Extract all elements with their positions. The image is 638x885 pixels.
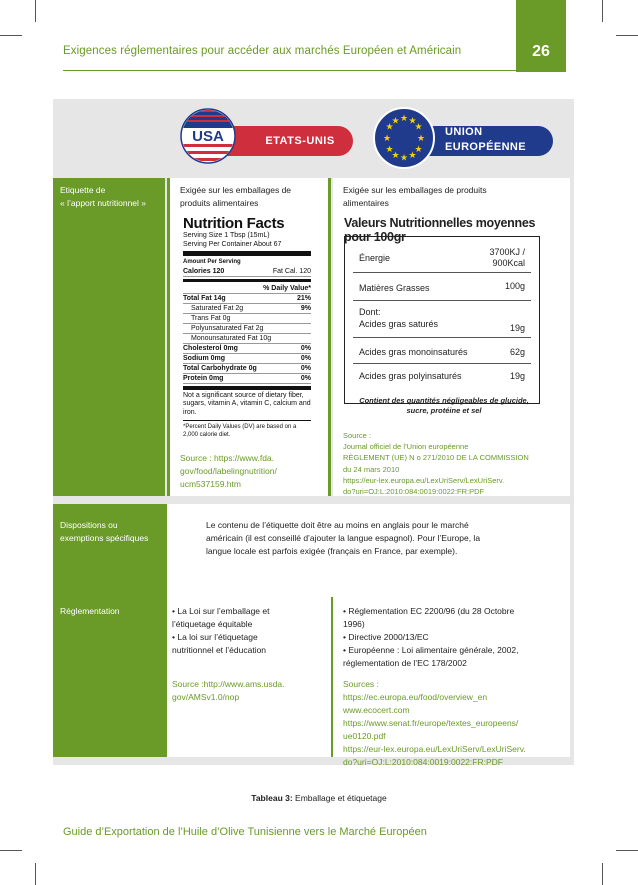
svg-text:★: ★: [399, 153, 409, 164]
svg-text:★: ★: [416, 134, 426, 144]
nf-row-label: Protein 0mg: [183, 374, 224, 382]
nf-divider: [183, 279, 311, 282]
nf-row-value: 0%: [300, 374, 311, 382]
svg-text:★: ★: [385, 122, 394, 133]
nf-row-label: Polyunsaturated Fat 2g: [191, 324, 264, 332]
vn-divider: [353, 272, 531, 273]
regulation-line: réglementation de l’EC 178/2002: [343, 658, 467, 668]
row2-label-line1: Dispositions ou: [60, 520, 118, 530]
vn-energie-value: [489, 247, 525, 269]
vn-mg-value: 100g: [504, 281, 525, 291]
source-line: https://eur-lex.europa.eu/LexUriServ/LexUriServ.: [343, 475, 505, 485]
crop-mark: [602, 863, 603, 885]
source-line: Source :: [343, 431, 371, 440]
crop-mark: [616, 35, 638, 36]
vn-mg-label: Matières Grasses: [359, 283, 430, 293]
vn-foot-line1: Contient des quantités négligeables de glucide,: [359, 396, 529, 405]
source-line: do?uri=OJ:L:2010:084:0019:0022:FR:PDF: [343, 487, 485, 497]
row1-label-line1: Etiquette de: [60, 185, 106, 195]
crop-mark: [35, 863, 36, 885]
regulation-line: • Directive 2000/13/EC: [343, 632, 429, 642]
source-line: Source : https://www.fda.: [180, 453, 275, 463]
nf-dv-row: [183, 284, 311, 294]
source-line: ucm537159.htm: [180, 479, 241, 489]
nf-row: [183, 374, 311, 384]
row2-text: [206, 519, 561, 558]
nf-row: [183, 364, 311, 374]
source-line: RÈGLEMENT (UE) N o 271/2010 DE LA COMMISSION: [343, 453, 529, 463]
vn-foot-line2: sucre, protéine et sel: [406, 406, 482, 415]
valeurs-nutritionnelles-card: [340, 214, 548, 426]
nf-divider: [183, 251, 311, 256]
nf-serving-size: Serving Size 1 Tbsp (15mL): [183, 232, 270, 239]
row1-eu-text: [343, 184, 563, 210]
us-flag-text: USA: [192, 128, 224, 145]
row2-text-line: langue locale est parfois exigée (français en France, par exemple).: [206, 546, 458, 556]
vn-divider: [353, 300, 531, 301]
vn-mono-value: 62g: [509, 347, 525, 357]
vn-box: [344, 236, 540, 404]
regulation-line: nutritionnel et l’éducation: [172, 645, 267, 655]
source-line: https://ec.europa.eu/food/overview_en: [343, 692, 488, 702]
row1-label-bg: [53, 178, 165, 496]
nf-row-label: Saturated Fat 2g: [191, 304, 244, 312]
nf-daily-value: % Daily Value*: [263, 284, 311, 292]
nf-row-value: 0%: [300, 364, 311, 372]
regulation-line: • La Loi sur l’emballage et: [172, 606, 270, 616]
nf-servings: Serving Per Container About 67: [183, 240, 282, 248]
vn-footnote: [344, 396, 544, 416]
crop-mark: [0, 35, 22, 36]
header-rule: [63, 70, 516, 71]
source-line: Journal officiel de l’Union européenne: [343, 442, 469, 452]
nf-amount: Amount Per Serving: [183, 259, 241, 266]
svg-text:★: ★: [414, 122, 423, 133]
nf-row: [183, 354, 311, 364]
nf-row-label: Total Fat 14g: [183, 294, 226, 302]
row1-label: [60, 184, 164, 210]
vn-sat-label: Acides gras saturés: [359, 319, 439, 329]
svg-text:★: ★: [414, 145, 423, 155]
row1-eu-text-line1: Exigée sur les emballages de produits: [343, 185, 487, 195]
row2-text-line: américain (il est conseillé d’ajouter la langue espagnol). Pour l’Europe, la: [206, 533, 481, 543]
svg-text:★: ★: [391, 151, 400, 161]
row1-us-text-line1: Exigée sur les emballages de: [180, 185, 292, 195]
row3-us-source: [172, 678, 327, 704]
vn-energie-value-line2: 900Kcal: [492, 258, 525, 268]
nf-note2: *Percent Daily Values (DV) are based on a 2,000 calorie diet.: [183, 423, 297, 438]
nf-calories: Calories 120: [183, 267, 225, 275]
source-line: https://www.senat.fr/europe/textes_europeens/: [343, 718, 519, 728]
eu-label-line1: UNION: [445, 126, 483, 138]
nf-row-label: Sodium 0mg: [183, 354, 226, 362]
nf-calories-row: [183, 267, 311, 277]
row2-label: [60, 519, 164, 545]
source-line: https://eur-lex.europa.eu/LexUriServ/LexUriServ.: [343, 744, 526, 754]
nf-note1: Not a significant source of dietary fiber, sugars, vitamin A, vitamin C, calcium and iron.: [183, 391, 311, 416]
nf-row: [183, 294, 311, 304]
eu-label: [445, 125, 555, 155]
us-flag-icon: [172, 108, 244, 164]
nf-rows: [183, 294, 311, 384]
nf-row-label: Total Carbohydrate 0g: [183, 364, 257, 372]
regulation-line: • Européenne : Loi alimentaire générale, 2002,: [343, 645, 519, 655]
row3-eu-list: [343, 605, 568, 670]
regulation-line: 1996): [343, 619, 365, 629]
nutrition-facts-label: [183, 216, 311, 462]
vn-dont: Dont:: [359, 307, 381, 317]
us-label: ETATS-UNIS: [265, 135, 335, 147]
source-line: Sources :: [343, 679, 379, 689]
nf-row-value: 0%: [300, 344, 311, 352]
crop-mark: [35, 0, 36, 22]
source-line: Source :http://www.ams.usda.: [172, 679, 285, 689]
nf-row-value: 0%: [300, 354, 311, 362]
svg-text:★: ★: [391, 116, 400, 127]
vn-title: Valeurs Nutritionnelles moyennes pour 100gr: [344, 216, 536, 244]
page-header-title: Exigences réglementaires pour accéder aux marchés Européen et Américain: [63, 45, 462, 57]
vn-sat-value: 19g: [509, 323, 525, 333]
svg-text:★: ★: [399, 114, 409, 124]
nf-divider: [183, 420, 311, 421]
page-number: 26: [516, 0, 566, 72]
nf-row: [183, 304, 311, 314]
eu-flag-icon: [372, 106, 436, 170]
vn-mono-label: Acides gras monoinsaturés: [359, 347, 468, 357]
nf-row-value: 9%: [300, 304, 311, 312]
row2-label-line2: exemptions spécifiques: [60, 533, 149, 543]
caption-text: Emballage et étiquetage: [292, 793, 387, 803]
source-line: du 24 mars 2010: [343, 464, 400, 474]
row1-eu-source: [343, 430, 568, 497]
nf-title: Nutrition Facts: [183, 215, 285, 232]
vn-energie-label: Énergie: [359, 253, 391, 263]
row3-us-list: [172, 605, 327, 657]
nf-fat-cal: Fat Cal. 120: [272, 267, 311, 275]
row1-us-text-line2: produits alimentaires: [180, 198, 259, 208]
row3-eu-source: [343, 678, 568, 769]
source-line: gov/AMSv1.0/nop: [172, 692, 240, 702]
row3-label: Réglementation: [60, 606, 120, 616]
svg-text:★: ★: [385, 145, 394, 155]
svg-text:★: ★: [408, 116, 417, 127]
source-line: www.ecocert.com: [343, 705, 410, 715]
svg-text:★: ★: [382, 134, 392, 144]
vn-poly-label: Acides gras polyinsaturés: [359, 371, 462, 381]
vn-energie-value-line1: 3700KJ /: [489, 247, 525, 257]
row1-eu-text-line2: alimentaires: [343, 198, 389, 208]
nf-row: [183, 334, 311, 344]
crop-mark: [616, 850, 638, 851]
vn-divider: [353, 337, 531, 338]
nf-row: [183, 344, 311, 354]
vn-poly-value: 19g: [509, 371, 525, 381]
nf-row: [183, 324, 311, 334]
source-line: do?uri=OJ:L:2010:084:0019:0022:FR:PDF: [343, 757, 503, 767]
crop-mark: [0, 850, 22, 851]
source-line: ue0120.pdf: [343, 731, 386, 741]
crop-mark: [602, 0, 603, 22]
vn-divider: [353, 363, 531, 364]
regulation-line: • Réglementation EC 2200/96 (du 28 Octobre: [343, 606, 515, 616]
svg-text:★: ★: [408, 151, 417, 161]
row2-text-line: Le contenu de l’étiquette doit être au moins en anglais pour le marché: [206, 520, 469, 530]
nf-row-label: Monounsaturated Fat 10g: [191, 334, 272, 342]
nf-row-label: Cholesterol 0mg: [183, 344, 238, 352]
nf-divider: [183, 386, 311, 390]
nf-row: [183, 314, 311, 324]
row1-us-text: [180, 184, 325, 210]
page-footer: Guide d’Exportation de l’Huile d’Olive Tunisienne vers le Marché Européen: [63, 826, 427, 838]
table-caption: [0, 793, 638, 803]
nf-row-label: Trans Fat 0g: [191, 314, 231, 322]
regulation-line: • La loi sur l’étiquetage: [172, 632, 258, 642]
caption-bold: Tableau 3:: [251, 793, 293, 803]
row1-us-source: [180, 452, 325, 491]
source-line: gov/food/labelingnutrition/: [180, 466, 277, 476]
eu-label-line2: EUROPÉENNE: [445, 141, 527, 153]
regulation-line: l’étiquetage équitable: [172, 619, 253, 629]
row1-label-line2: « l’apport nutritionnel »: [60, 198, 147, 208]
nf-row-value: 21%: [296, 294, 311, 302]
